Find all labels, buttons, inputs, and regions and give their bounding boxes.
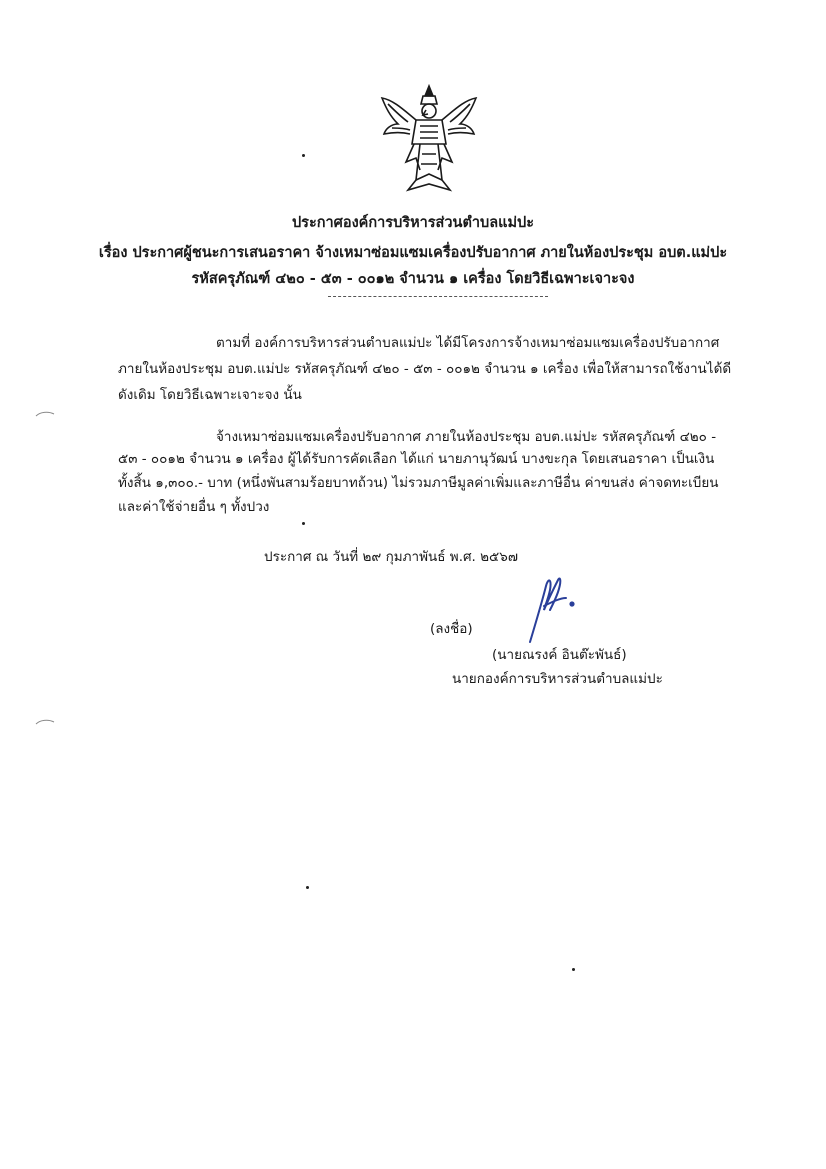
handwritten-signature-icon [522, 566, 582, 646]
announce-date: ประกาศ ณ วันที่ ๒๙ กุมภาพันธ์ พ.ศ. ๒๕๖๗ [264, 549, 518, 565]
signer-name: (นายณรงค์ อินต๊ะพันธ์) [492, 647, 627, 663]
garuda-emblem-icon [376, 84, 482, 194]
punch-hole-mark-icon [34, 410, 56, 422]
paragraph1-line3: ดังเดิม โดยวิธีเฉพาะเจาะจง นั้น [118, 387, 302, 403]
paragraph2-line1: จ้างเหมาซ่อมแซมเครื่องปรับอากาศ ภายในห้องประชุม อบต.แม่ปะ รหัสครุภัณฑ์ ๔๒๐ - [216, 429, 717, 445]
signer-title: นายกองค์การบริหารส่วนตำบลแม่ปะ [452, 671, 663, 687]
scan-speck [306, 886, 309, 889]
announcement-title: ประกาศองค์การบริหารส่วนตำบลแม่ปะ [291, 215, 535, 231]
paragraph2-line2: ๕๓ - ๐๐๑๒ จำนวน ๑ เครื่อง ผู้ได้รับการคัดเลือก ได้แก่ นายภานุวัฒน์ บางขะกุล โดยเสนอราคา เป็นเงิน [118, 451, 715, 467]
scan-speck [572, 968, 575, 971]
heading-divider [328, 296, 548, 297]
paragraph1-line1: ตามที่ องค์การบริหารส่วนตำบลแม่ปะ ได้มีโครงการจ้างเหมาซ่อมแซมเครื่องปรับอากาศ [216, 335, 720, 351]
punch-hole-mark-icon [34, 718, 56, 730]
announcement-subject: เรื่อง ประกาศผู้ชนะการเสนอราคา จ้างเหมาซ่อมแซมเครื่องปรับอากาศ ภายในห้องประชุม อบต.แม่ปะ [98, 245, 728, 261]
paragraph2-line3: ทั้งสิ้น ๑,๓๐๐.- บาท (หนึ่งพันสามร้อยบาทถ้วน) ไม่รวมภาษีมูลค่าเพิ่มและภาษีอื่น ค่าขนส่ง ค่าจดทะเบียน [118, 475, 719, 491]
signed-label: (ลงชื่อ) [430, 621, 473, 637]
announcement-subject-code: รหัสครุภัณฑ์ ๔๒๐ - ๕๓ - ๐๐๑๒ จำนวน ๑ เครื่อง โดยวิธีเฉพาะเจาะจง [191, 271, 635, 287]
scan-speck [302, 154, 305, 157]
paragraph2-line4: และค่าใช้จ่ายอื่น ๆ ทั้งปวง [118, 499, 270, 515]
paragraph1-line2: ภายในห้องประชุม อบต.แม่ปะ รหัสครุภัณฑ์ ๔๒๐ - ๕๓ - ๐๐๑๒ จำนวน ๑ เครื่อง เพื่อให้สามารถใช้งานได้ดี [118, 361, 732, 377]
scan-speck [302, 522, 305, 525]
